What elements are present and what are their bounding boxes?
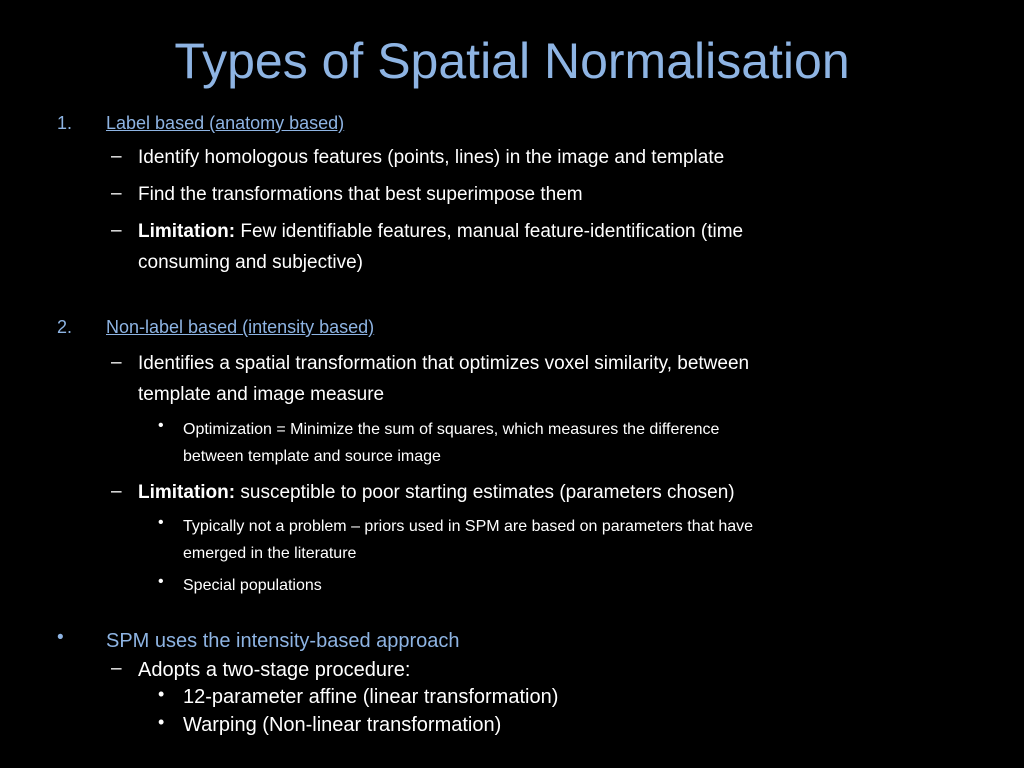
section1-item2: Find the transformations that best superimpose them [138,184,583,205]
section3-sub2: Warping (Non-linear transformation) [183,714,502,736]
dot-marker: • [158,684,165,704]
section2-sub3: Special populations [183,577,322,594]
limitation-text: susceptible to poor starting estimates (parameters chosen) [240,482,735,503]
dash-marker: – [111,146,122,167]
section2-sub1-cont: between template and source image [183,448,441,465]
dash-marker: – [111,658,122,679]
dot-marker: • [158,417,164,434]
section3-item1: Adopts a two-stage procedure: [138,659,411,681]
section2-item1: Identifies a spatial transformation that optimizes voxel similarity, between [138,353,750,374]
section1-item3 [138,216,743,247]
section2-number: 2. [57,317,73,337]
limitation-text: Few identifiable features, manual feature-identification (time [240,221,744,242]
slide-title: Types of Spatial Normalisation [174,33,850,89]
dash-marker: – [111,183,122,204]
section3-sub1: 12-parameter affine (linear transformation) [183,686,559,708]
section3-bullet: • [57,627,64,648]
dash-marker: – [111,220,122,241]
section2-sub2-cont: emerged in the literature [183,545,357,562]
section2-item1-cont: template and image measure [138,384,385,405]
dot-marker: • [158,514,164,531]
dash-marker: – [111,481,122,502]
section1-item3-cont: consuming and subjective) [138,252,363,273]
section2-item2 [138,477,735,508]
section2-sub2: Typically not a problem – priors used in SPM are based on parameters that have [183,518,754,535]
section1-item1: Identify homologous features (points, lines) in the image and template [138,147,725,168]
section2-heading: Non-label based (intensity based) [106,317,375,337]
limitation-label: Limitation: [138,482,236,503]
section1-heading: Label based (anatomy based) [106,113,345,133]
section2-sub1: Optimization = Minimize the sum of squares, which measures the difference [183,421,720,438]
dot-marker: • [158,712,165,732]
dash-marker: – [111,352,122,373]
section1-number: 1. [57,113,73,133]
limitation-label: Limitation: [138,221,236,242]
section3-heading: SPM uses the intensity-based approach [106,630,460,652]
dot-marker: • [158,573,164,590]
